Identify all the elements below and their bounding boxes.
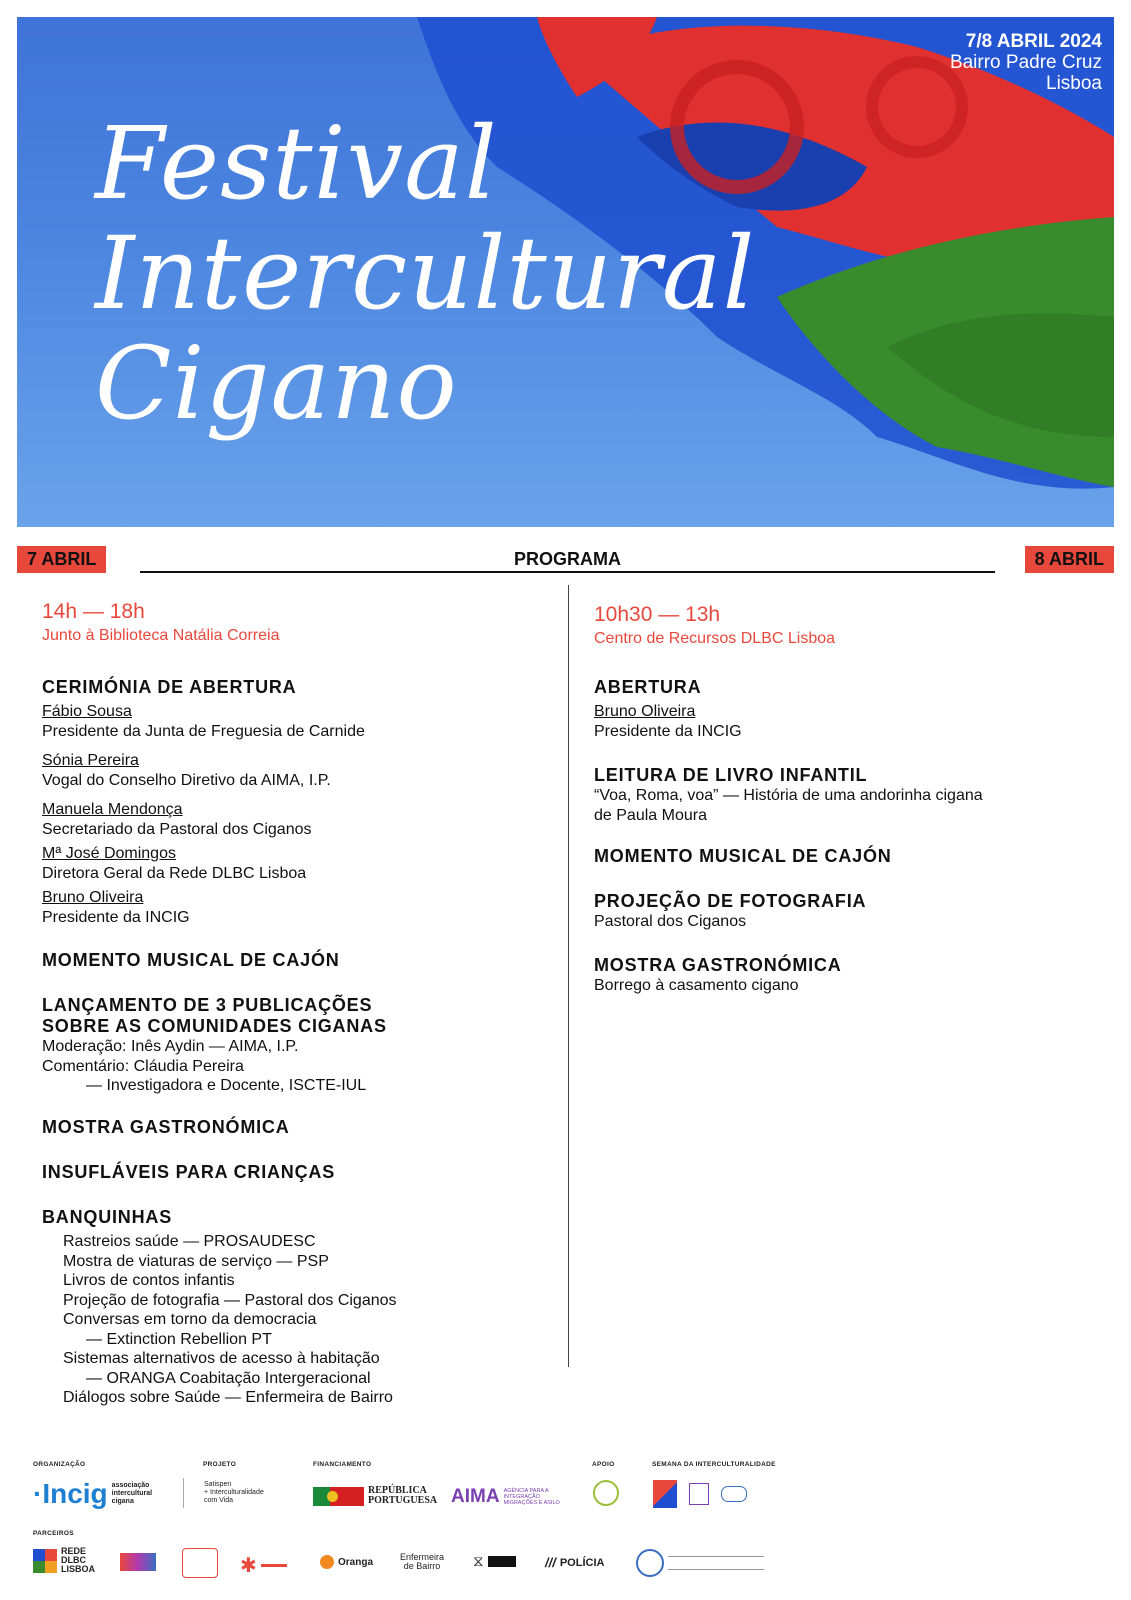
list-item: Mostra de viaturas de serviço — PSP	[63, 1252, 329, 1270]
speaker-role: Secretariado da Pastoral dos Ciganos	[42, 820, 312, 838]
eapn-logo-icon	[653, 1480, 677, 1508]
xr-wordmark-icon	[488, 1556, 516, 1567]
pastoral-emblem-icon	[636, 1549, 664, 1577]
speaker-name: Bruno Oliveira	[42, 889, 144, 906]
aima-logo	[451, 1486, 560, 1508]
list-item: — ORANGA Coabitação Intergeracional	[86, 1369, 371, 1387]
reading-heading: LEITURA DE LIVRO INFANTIL	[594, 765, 868, 785]
day2-venue: Centro de Recursos DLBC Lisboa	[594, 630, 836, 647]
day1-time: 14h — 18h	[42, 600, 145, 623]
dlbc-mark-icon	[33, 1549, 57, 1573]
partner-mark-icon	[182, 1548, 218, 1578]
day2-tag: 8 ABRIL	[1025, 546, 1114, 573]
project-text	[204, 1481, 264, 1505]
incig-wordmark: ·Incig	[33, 1478, 108, 1509]
speaker-role: Diretora Geral da Rede DLBC Lisboa	[42, 864, 307, 882]
dlbc-logo	[33, 1547, 95, 1574]
label-partners: PARCEIROS	[33, 1530, 74, 1537]
event-info	[950, 31, 1102, 94]
launch-heading-2: SOBRE AS COMUNIDADES CIGANAS	[42, 1016, 387, 1036]
xr-logo	[473, 1553, 516, 1570]
msf-logo	[240, 1553, 287, 1578]
psp-text: POLÍCIA	[559, 1556, 605, 1569]
stalls-heading: BANQUINHAS	[42, 1207, 173, 1227]
aima-sub-3: MIGRAÇÕES E ASILO	[503, 1500, 560, 1506]
list-item: Sistemas alternativos de acesso à habitação	[63, 1350, 380, 1367]
project-line-2: + Interculturalidade	[204, 1489, 264, 1496]
list-item: — Extinction Rebellion PT	[86, 1330, 272, 1348]
kids-heading: INSUFLÁVEIS PARA CRIANÇAS	[42, 1162, 336, 1182]
aima-sub-1: AGÊNCIA PARA A	[503, 1488, 549, 1494]
sphere-icon	[327, 1491, 338, 1502]
reading-line-1: “Voa, Roma, voa” — História de uma andorinha cigana	[594, 787, 983, 804]
psp-logo	[545, 1555, 604, 1570]
pastoral-text-icon	[668, 1556, 764, 1570]
dlbc-line-3: LISBOA	[61, 1564, 96, 1574]
launch-comment-role: — Investigadora e Docente, ISCTE-IUL	[86, 1077, 367, 1094]
list-item: Conversas em torno da democracia	[63, 1311, 317, 1328]
republica-logo	[313, 1486, 437, 1506]
photo-heading: PROJEÇÃO DE FOTOGRAFIA	[594, 891, 867, 911]
enfermeira-text	[400, 1553, 444, 1571]
speaker-name: Manuela Mendonça	[42, 801, 183, 818]
speaker-role: Vogal do Conselho Diretivo da AIMA, I.P.	[42, 771, 331, 789]
festival-title	[95, 105, 756, 442]
hero-banner	[17, 17, 1114, 527]
psp-mark-icon: ///	[545, 1555, 556, 1570]
support-logo	[593, 1480, 619, 1506]
republica-text	[368, 1486, 437, 1506]
msf-mark-icon: ✱	[240, 1555, 257, 1577]
photo-sub: Pastoral dos Ciganos	[594, 913, 747, 930]
enfermeira-line-1: Enfermeira	[400, 1552, 445, 1562]
speaker-name: Mª José Domingos	[42, 845, 176, 862]
speaker	[42, 702, 552, 741]
speaker	[42, 800, 552, 839]
label-support: APOIO	[592, 1461, 615, 1468]
label-project: PROJETO	[203, 1461, 237, 1468]
event-city: Lisboa	[1046, 73, 1102, 94]
enfermeira-logo	[400, 1553, 444, 1571]
label-interculturality-week: SEMANA DA INTERCULTURALIDADE	[652, 1461, 776, 1468]
prosaudesc-logo	[120, 1553, 156, 1571]
day2-time: 10h30 — 13h	[594, 603, 721, 626]
speaker	[42, 751, 552, 790]
flag-red-icon	[330, 1487, 364, 1506]
week-logos	[653, 1480, 747, 1508]
title-line-2: Intercultural	[95, 215, 756, 332]
label-funding: FINANCIAMENTO	[313, 1461, 372, 1468]
launch-heading-1: LANÇAMENTO DE 3 PUBLICAÇÕES	[42, 995, 373, 1015]
oim-logo-icon	[721, 1486, 747, 1502]
republica-line-2: PORTUGUESA	[368, 1495, 438, 1506]
dlbc-line-2: DLBC	[61, 1555, 86, 1565]
day2-cajon-heading: MOMENTO MUSICAL DE CAJÓN	[594, 846, 892, 866]
list-item: Livros de contos infantis	[63, 1272, 235, 1289]
publications-launch	[42, 995, 552, 1096]
msf-bar-icon	[261, 1564, 287, 1567]
day1-tag: 7 ABRIL	[17, 546, 106, 573]
column-divider	[568, 585, 569, 1367]
prosaudesc-mark-icon	[120, 1553, 156, 1571]
aima-subtitle	[504, 1488, 560, 1506]
event-place: Bairro Padre Cruz	[949, 52, 1102, 73]
incig-sub-2: intercultural	[111, 1490, 153, 1497]
day2-gastro-sub: Borrego à casamento cigano	[594, 977, 799, 994]
day2-gastro-heading: MOSTRA GASTRONÓMICA	[594, 955, 842, 975]
project-line-1: Satispen	[204, 1481, 232, 1488]
speaker-name: Sónia Pereira	[42, 752, 139, 769]
project-logo	[183, 1478, 264, 1508]
stalls-list	[42, 1232, 552, 1408]
program-title: PROGRAMA	[514, 549, 621, 569]
day2-gastro	[594, 955, 1094, 996]
gastro-heading: MOSTRA GASTRONÓMICA	[42, 1117, 290, 1137]
photo-projection	[594, 891, 1094, 932]
speaker-role: Presidente da Junta de Freguesia de Carnide	[42, 722, 365, 740]
launch-comment: Comentário: Cláudia Pereira	[42, 1057, 244, 1075]
list-item: Projeção de fotografia — Pastoral dos Ciganos	[63, 1291, 397, 1309]
xr-mark-icon: ⧖	[473, 1553, 484, 1570]
list-item: Rastreios saúde — PROSAUDESC	[63, 1233, 316, 1250]
day2-opening-heading: ABERTURA	[594, 677, 702, 697]
title-line-1: Festival	[95, 105, 498, 222]
speaker	[42, 844, 552, 883]
aima-wordmark: AIMA	[451, 1486, 500, 1507]
pastoral-logo	[636, 1549, 764, 1577]
aima-small-logo-icon	[689, 1483, 709, 1505]
incig-sub-3: cigana	[111, 1498, 134, 1505]
aima-sub-2: INTEGRAÇÃO	[503, 1494, 540, 1500]
list-item: Diálogos sobre Saúde — Enfermeira de Bairro	[63, 1389, 393, 1406]
incig-subtitle	[112, 1482, 152, 1506]
enfermeira-line-2: de Bairro	[403, 1561, 441, 1571]
oranga-mark-icon	[320, 1555, 334, 1569]
oranga-logo	[320, 1555, 373, 1569]
day2-schedule	[594, 603, 1094, 649]
support-emblem-icon	[593, 1480, 619, 1506]
day2-opening	[594, 677, 1094, 741]
stalls	[42, 1207, 552, 1408]
program-divider	[140, 571, 995, 573]
republica-line-1: REPÚBLICA	[368, 1485, 427, 1496]
label-organization: ORGANIZAÇÃO	[33, 1461, 86, 1468]
event-date: 7/8 ABRIL 2024	[965, 31, 1102, 52]
dlbc-text	[61, 1547, 95, 1574]
partner-logo-3	[182, 1548, 218, 1578]
cajon-heading: MOMENTO MUSICAL DE CAJÓN	[42, 950, 340, 970]
book-reading	[594, 765, 1094, 825]
launch-moderation: Moderação: Inês Aydin — AIMA, I.P.	[42, 1038, 299, 1055]
speaker-name: Bruno Oliveira	[594, 703, 696, 720]
opening-ceremony	[42, 677, 552, 927]
incig-sub-1: associação	[111, 1482, 150, 1489]
day1-schedule	[42, 600, 552, 646]
speaker-role: Presidente da INCIG	[42, 908, 190, 926]
opening-heading: CERIMÓNIA DE ABERTURA	[42, 677, 297, 697]
speaker-role: Presidente da INCIG	[594, 722, 742, 740]
title-line-3: Cigano	[95, 325, 458, 442]
project-line-3: com Vida	[204, 1497, 234, 1504]
oranga-text: Oranga	[338, 1556, 374, 1568]
speaker-name: Fábio Sousa	[42, 703, 132, 720]
dlbc-line-1: REDE	[61, 1546, 87, 1556]
incig-logo	[33, 1478, 152, 1510]
day1-venue: Junto à Biblioteca Natália Correia	[42, 627, 280, 644]
speaker	[42, 888, 552, 927]
reading-line-2: de Paula Moura	[594, 806, 707, 824]
